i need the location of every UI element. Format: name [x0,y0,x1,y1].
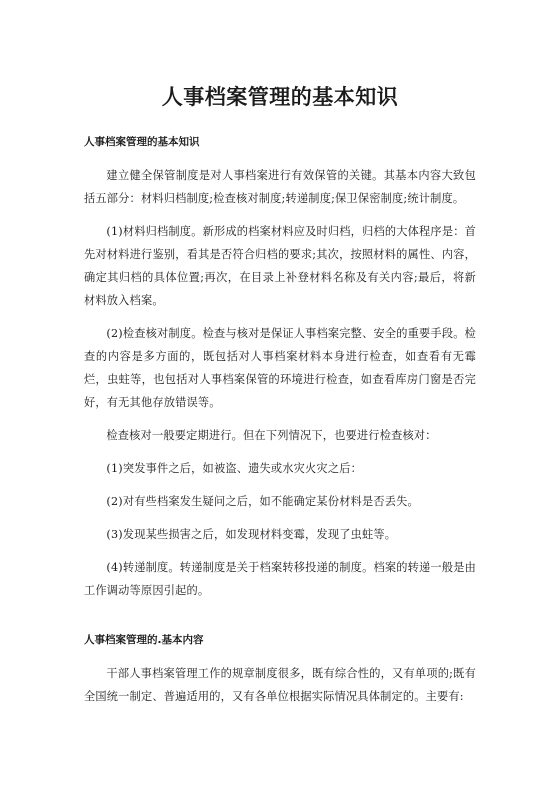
section-heading-basic-knowledge: 人事档案管理的基本知识 [84,136,200,148]
paragraph-intro: 建立健全保管制度是对人事档案进行有效保管的关键。其基本内容大致包括五部分：材料归档制度;检查核对制度;转递制度;保卫保密制度;统计制度。 [84,169,476,205]
paragraph-inspection-schedule: 检查核对一般要定期进行。但在下列情况下，也要进行检查核对： [106,429,437,442]
paragraph-case-emergency: (1)突发事件之后，如被盗、遗失或水灾火灾之后： [106,462,362,475]
document-title: 人事档案管理的基本知识 [161,84,399,109]
paragraph-case-doubt: (2)对有些档案发生疑问之后，如不能确定某份材料是否丢失。 [106,495,419,508]
paragraph-regulations: 干部人事档案管理工作的规章制度很多，既有综合性的，又有单项的;既有全国统一制定、普遍适用的，又有各单位根据实际情况具体制定的。主要有: [84,667,476,703]
paragraph-case-damage: (3)发现某些损害之后，如发现材料变霉，发现了虫蛀等。 [106,528,397,541]
section-heading-basic-content: 人事档案管理的.基本内容 [84,634,204,646]
paragraph-filing-system: (1)材料归档制度。新形成的档案材料应及时归档，归档的大体程序是：首先对材料进行鉴别，看其是否符合归档的要求;其次，按照材料的属性、内容，确定其归档的具体位置;再次，在目录上补登材料名称及有关内容;最后，将新材料放入档案。 [84,225,476,307]
paragraph-inspection-system: (2)检查核对制度。检查与核对是保证人事档案完整、安全的重要手段。检查的内容是多方面的，既包括对人事档案材料本身进行检查，如查看有无霉烂，虫蛀等，也包括对人事档案保管的环境进行检查，如查看库房门窗是否完好，有无其他存放错误等。 [84,327,476,409]
paragraph-transfer-system: (4)转递制度。转递制度是关于档案转移投递的制度。档案的转递一般是由工作调动等原因引起的。 [84,561,476,597]
